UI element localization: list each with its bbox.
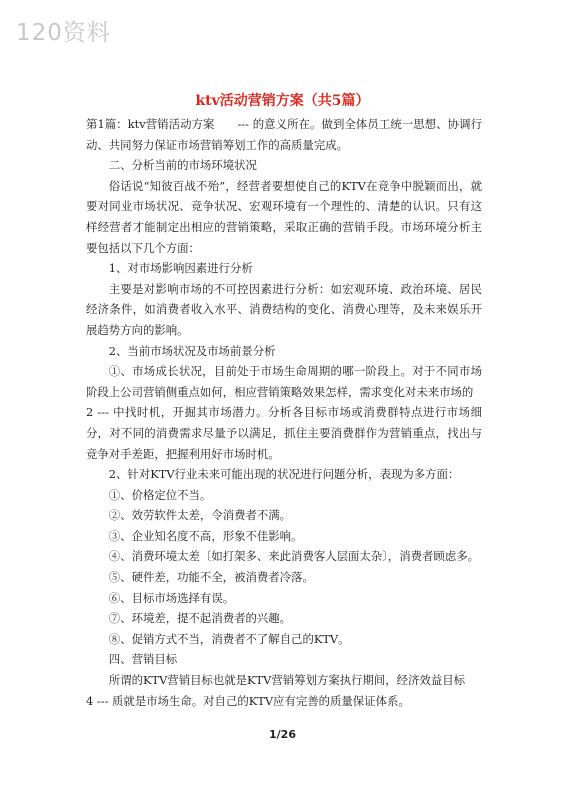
body-paragraph: 2、当前市场状况及市场前景分析 (108, 343, 276, 358)
body-paragraph: ⑦、环境差，提不起消费者的兴趣。 (108, 611, 292, 626)
body-paragraph: ①、价格定位不当。 (108, 487, 212, 502)
body-paragraph: ③、企业知名度不高，形象不佳影响。 (108, 528, 303, 543)
document-title: ktv活动营销方案（共5篇） (195, 93, 370, 109)
body-paragraph: ⑤、硬件差，功能不全，被消费者冷落。 (108, 570, 314, 585)
body-paragraph: ①、市场成长状况，目前处于市场生命周期的哪一阶段上。对于不同市场阶段上公司营销侧重点如何，相应营销策略效果怎样，需求变化对未来市场的 (86, 364, 482, 399)
body-paragraph: 2、针对KTV行业未来可能出现的状况进行问题分析，表现为多方面： (108, 467, 460, 482)
body-paragraph: ②、效劳软件太差，令消费者不满。 (108, 508, 292, 523)
body-paragraph: 四、营销目标 (108, 652, 178, 667)
watermark-logo: 120资料 (16, 20, 111, 46)
body-paragraph: ⑧、促销方式不当，消费者不了解自己的KTV。 (108, 631, 350, 646)
body-paragraph: 所谓的KTV营销目标也就是KTV营销筹划方案执行期间，经济效益目标 (108, 673, 466, 688)
body-paragraph: ⑥、目标市场选择有误。 (108, 590, 235, 605)
page-number: 1/26 (269, 728, 296, 741)
body-paragraph: 4 --- 质就是市场生命。对自己的KTV应有完善的质量保证体系。 (86, 693, 410, 708)
body-paragraph: 俗话说“知彼百战不殆”，经营者要想使自己的KTV在竞争中脱颖而出，就要对同业市场状况、竞争状况、宏观环境有一个理性的、清楚的认识。只有这样经营者才能制定出相应的营销策略，采取正确的营销手段。市场环境分析主要包括以下几个方面： (86, 178, 482, 255)
body-paragraph: 第1篇：ktv营销活动方案 --- 的意义所在。做到全体员工统一思想、协调行动、共同努力保证市场营销筹划工作的高质量完成。 (86, 117, 482, 152)
body-paragraph: 二、分析当前的市场环境状况 (108, 158, 257, 173)
body-paragraph: 1、对市场影响因素进行分析 (108, 261, 253, 276)
body-paragraph: 主要是对影响市场的不可控因素进行分析：如宏观环境、政治环境、居民经济条件，如消费者收入水平、消费结构的变化、消费心理等，及未来娱乐开展趋势方向的影响。 (86, 281, 482, 337)
body-paragraph: ④、消费环境太差〔如打架多、来此消费客人层面太杂〕，消费者顾虑多。 (108, 549, 479, 564)
document-body (86, 114, 482, 711)
body-paragraph: 2 --- 中找时机，开掘其市场潜力。分析各目标市场或消费群特点进行市场细分，对不同的消费需求尽量予以满足，抓住主要消费群作为营销重点，找出与竞争对手差距，把握利用好市场时机。 (86, 405, 482, 461)
